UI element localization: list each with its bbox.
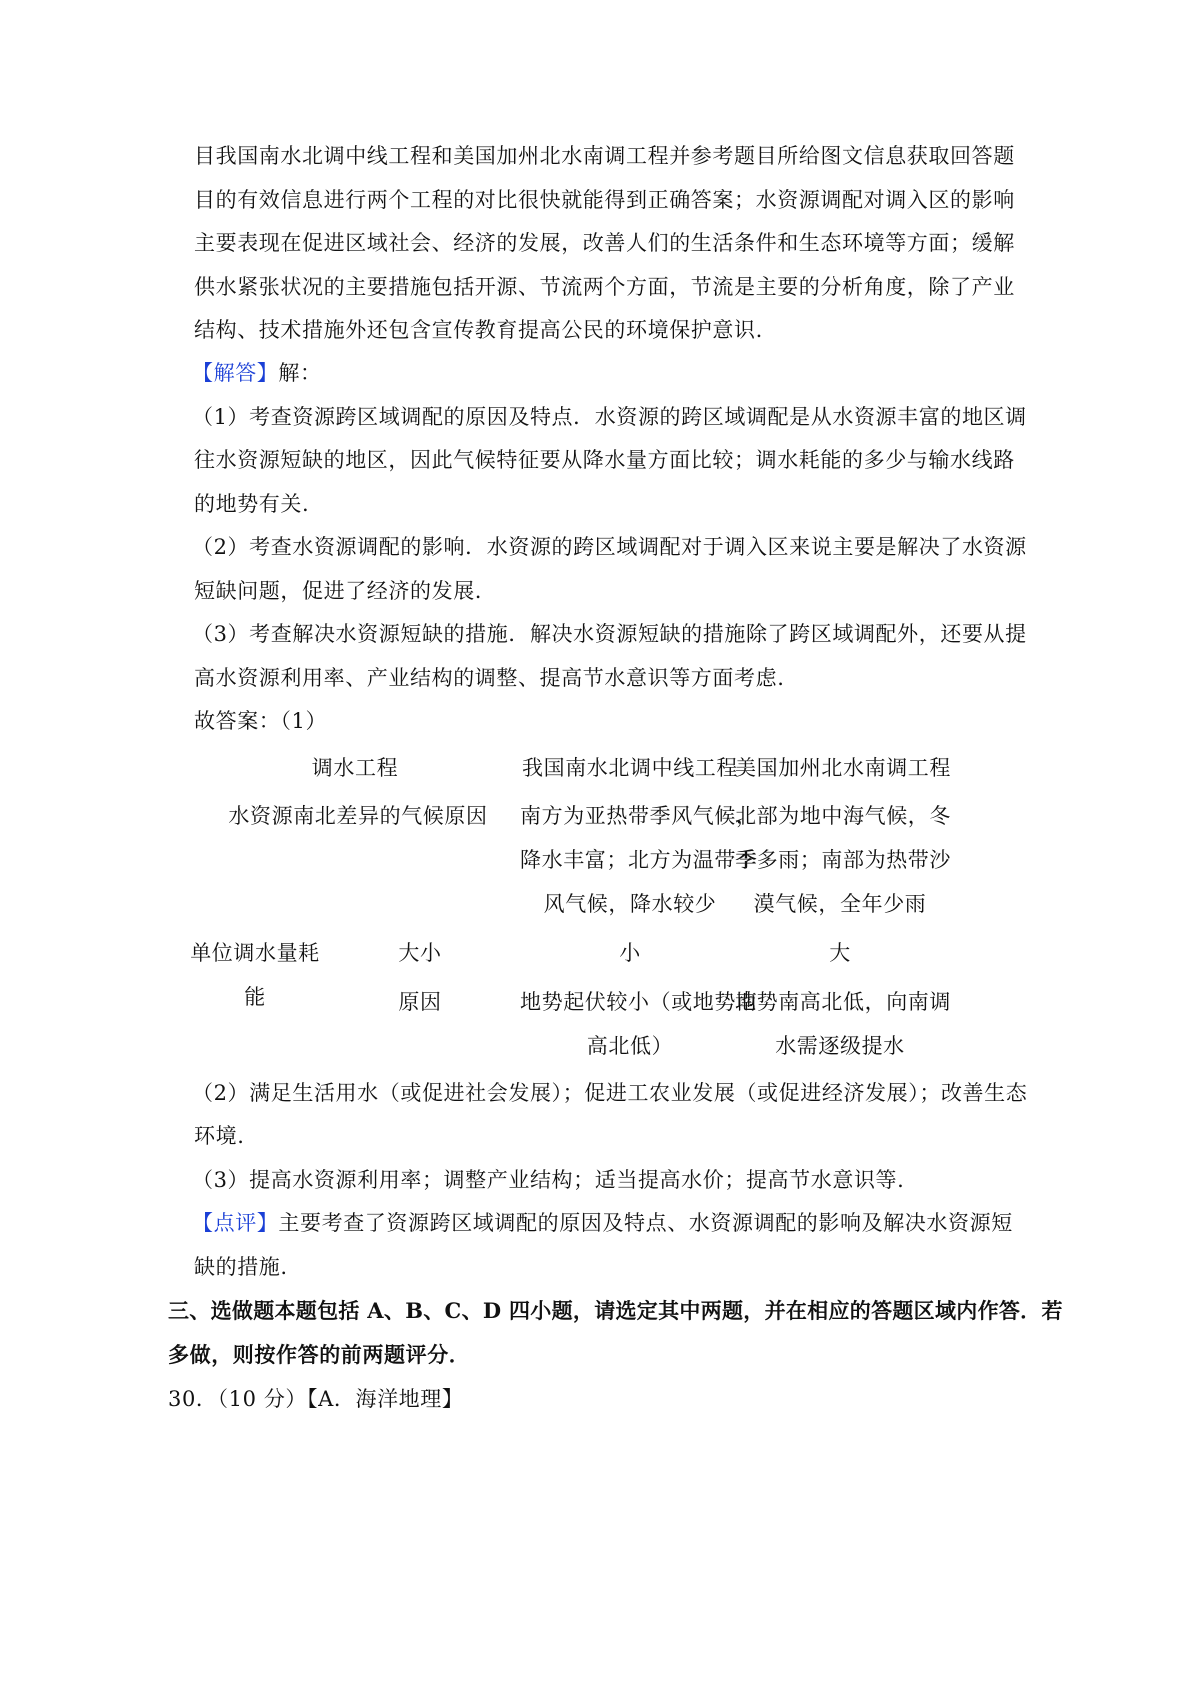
climate-china-line-3: 风气候，降水较少	[543, 892, 717, 916]
a2-line-1: （2）满足生活用水（或促进社会发展）；促进工农业发展（或促进经济发展）；改善生态	[192, 1081, 1028, 1105]
p3-line-2: 高水资源利用率、产业结构的调整、提高节水意识等方面考虑.	[194, 666, 785, 690]
energy-row-label-1: 单位调水量耗	[190, 941, 320, 965]
intro-line-4: 供水紧张状况的主要措施包括开源、节流两个方面，节流是主要的分析角度，除了产业	[194, 275, 1015, 299]
table-header-project: 调水工程	[311, 756, 399, 780]
comment-line-2: 缺的措施.	[194, 1255, 288, 1279]
comment-tag: 【点评】	[192, 1211, 279, 1235]
a2-line-2: 环境.	[194, 1124, 245, 1148]
p1-line-1: （1）考查资源跨区域调配的原因及特点．水资源的跨区域调配是从水资源丰富的地区调	[192, 405, 1027, 429]
intro-line-3: 主要表现在促进区域社会、经济的发展，改善人们的生活条件和生态环境等方面；缓解	[194, 231, 1015, 255]
climate-row-label: 水资源南北差异的气候原因	[228, 804, 488, 828]
intro-line-5: 结构、技术措施外还包含宣传教育提高公民的环境保护意识.	[194, 318, 763, 342]
p1-line-3: 的地势有关.	[194, 492, 310, 516]
section3-line-2: 多做，则按作答的前两题评分．	[168, 1342, 471, 1367]
energy-row-label-2: 能	[244, 985, 266, 1009]
question-30-title: 30．（10 分）【A．海洋地理】	[168, 1387, 464, 1411]
answer-tag-suffix: 解：	[278, 361, 322, 385]
energy-usa-reason-1: 地势南高北低，向南调	[735, 990, 951, 1014]
energy-usa-size: 大	[829, 941, 851, 965]
climate-usa-line-3: 漠气候，全年少雨	[753, 892, 927, 916]
comment-text-1: 主要考查了资源跨区域调配的原因及特点、水资源调配的影响及解决水资源短	[278, 1211, 1013, 1235]
energy-china-size: 小	[619, 941, 641, 965]
comment-line-1	[192, 1208, 1013, 1238]
climate-china-line-1: 南方为亚热带季风气候，	[520, 804, 758, 828]
p3-line-1: （3）考查解决水资源短缺的措施．解决水资源短缺的措施除了跨区域调配外，还要从提	[192, 622, 1027, 646]
a3-line: （3）提高水资源利用率；调整产业结构；适当提高水价；提高节水意识等.	[192, 1168, 905, 1192]
climate-usa-line-2: 季多雨；南部为热带沙	[735, 848, 951, 872]
energy-usa-reason-2: 水需逐级提水	[775, 1034, 905, 1058]
section3-line-1: 三、选做题本题包括 A、B、C、D 四小题，请选定其中两题，并在相应的答题区域内作答．若	[168, 1298, 1063, 1323]
intro-line-2: 目的有效信息进行两个工程的对比很快就能得到正确答案；水资源调配对调入区的影响	[194, 188, 1015, 212]
answer-tag: 【解答】	[192, 361, 279, 385]
table-header-china: 我国南水北调中线工程	[522, 756, 738, 780]
energy-sub-size: 大小	[398, 941, 442, 965]
energy-china-reason-1: 地势起伏较小（或地势南	[520, 990, 758, 1014]
p2-line-1: （2）考查水资源调配的影响．水资源的跨区域调配对于调入区来说主要是解决了水资源	[192, 535, 1027, 559]
answer-intro: 故答案：（1）	[194, 709, 328, 733]
table-header-usa: 美国加州北水南调工程	[735, 756, 951, 780]
energy-sub-reason: 原因	[398, 990, 442, 1014]
answer-heading	[192, 358, 322, 388]
climate-china-line-2: 降水丰富；北方为温带季	[520, 848, 758, 872]
intro-line-1: 目我国南水北调中线工程和美国加州北水南调工程并参考题目所给图文信息获取回答题	[194, 144, 1015, 168]
p1-line-2: 往水资源短缺的地区，因此气候特征要从降水量方面比较；调水耗能的多少与输水线路	[194, 448, 1015, 472]
energy-china-reason-2: 高北低）	[586, 1034, 674, 1058]
p2-line-2: 短缺问题，促进了经济的发展.	[194, 579, 483, 603]
climate-usa-line-1: 北部为地中海气候，冬	[735, 804, 951, 828]
